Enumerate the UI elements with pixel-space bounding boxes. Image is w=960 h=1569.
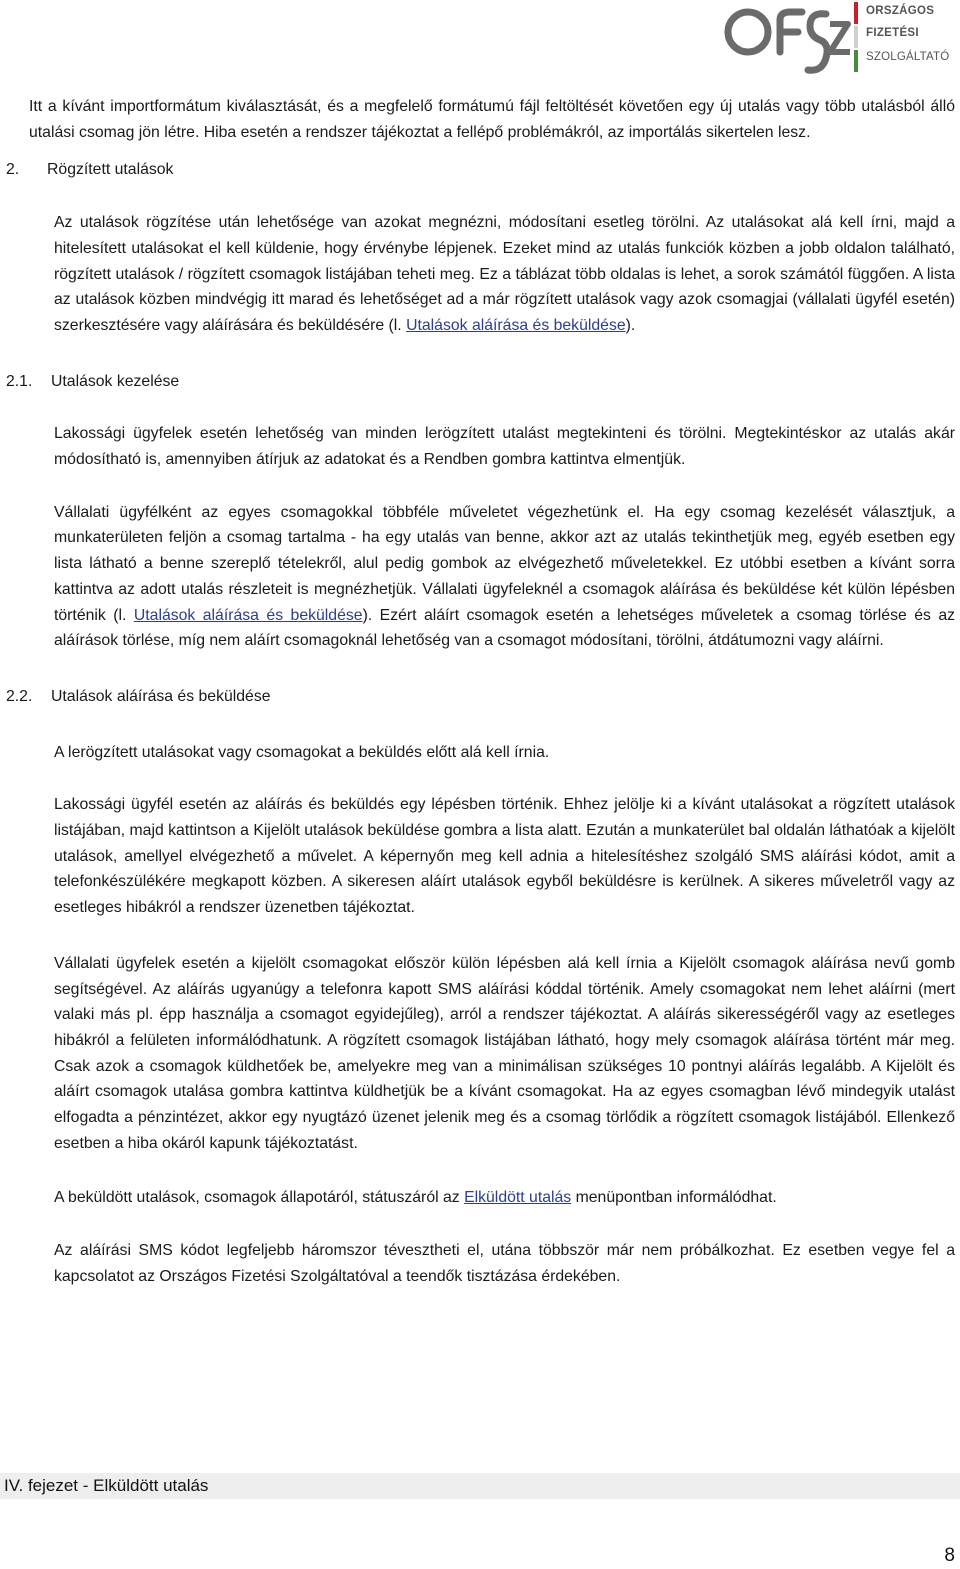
section-number: 2.2. <box>6 687 33 705</box>
logo-flag-stripe <box>854 2 860 72</box>
paragraph-text: ). Ezért aláírt csomagok esetén a lehetséges műveletek a csomag törlése és az aláírások törlése, míg nem aláírt csomagoknál lehetőség van a csomagot módosítani, törölni, átdátumozni vagy aláírni. <box>54 606 956 650</box>
section-title: Utalások kezelése <box>51 372 180 390</box>
section-2-2-paragraph-4 <box>29 1185 955 1211</box>
section-2-2-paragraph-1: A lerögzített utalásokat vagy csomagokat a beküldés előtt alá kell írnia. <box>54 743 550 761</box>
paragraph-text: A beküldött utalások, csomagok állapotáról, státuszáról az <box>54 1188 465 1206</box>
ofsz-logo-mark <box>722 0 862 86</box>
paragraph-text: Az utalások rögzítése után lehetősége van azokat megnézni, módosítani esetleg törölni. Az utalásokat alá kell írni, majd a hitelesített utalásokat el kell küldenie, hogy érvénybe lépjenek. Ezeket mind az utalás funkciók közben a jobb oldalon található, rögzített utalások / rögzített csomagok listájában teheti meg. Ez a táblázat több oldalas is lehet, a sorok számától függően. A lista az utalások közben mindvégig itt marad és lehetőséget ad a már rögzített utalások vagy azok csomagjai (vállalati ügyfél esetén) szerkesztésére vagy aláírására és beküldésére (l. <box>54 214 955 334</box>
chapter-title: IV. fejezet - Elküldött utalás <box>4 1476 209 1495</box>
section-2-2-heading <box>6 684 955 710</box>
document-body <box>6 94 956 1290</box>
paragraph-text: Vállalati ügyfélként az egyes csomagokkal többféle műveletet végezhetünk el. Ha egy csomag kezelését választjuk, a munkaterületen feljön a csomag tartalma - ha egy utalás van benne, akkor azt az utalás tekinthetjük meg, egyéb esetben egy lista látható a benne szereplő tételekről, alul pedig gombok az elvégezhető műveletekkel. Ez utóbbi esetben a kívánt sorra kattintva az adott utalás részleteit is megnézhetjük. Vállalati ügyfeleknél a csomagok aláírása és beküldése két külön lépésben történik (l. <box>54 503 955 624</box>
link-utalasok-alairasa[interactable]: Utalások aláírása és beküldése <box>406 316 626 334</box>
section-2-paragraph <box>29 210 955 339</box>
section-number: 2. <box>6 161 20 179</box>
logo-text-line3: SZOLGÁLTATÓ <box>866 51 950 63</box>
logo-text-line2: FIZETÉSI <box>866 27 919 39</box>
section-2-2-paragraph-3: Vállalati ügyfelek esetén a kijelölt csomagokat először külön lépésben alá kell írnia a Kijelölt csomagok aláírása nevű gomb segítségével. Az aláírás ugyanúgy a telefonra kapott SMS aláírási kóddal történik. Amely csomagokat nem lehet aláírni (mert valaki más pl. épp használja a csomagot egyidejűleg), arról a rendszer tájékoztat. A aláírás sikerességéről vagy az esetleges hibákról a felületen informálódhatunk. A rögzített csomagok listájában látható, hogy mely csomagok aláírása történt már meg. Csak azok a csomagok küldhetőek be, amelyekre meg van a minimálisan szükséges 10 pontnyi aláírás legalább. A Kijelölt és aláírt csomagok utalása gombra kattintva küldhetjük be a kívánt csomagokat. Ha az egyes csomagban lévő mindegyik utalást elfogadta a pénzintézet, akkor egy nyugtázó üzenet jelenik meg és a csomag törlődik a rögzített csomagok listájából. Ellenkező esetben a hiba okáról kapunk tájékoztatást. <box>54 954 955 1152</box>
section-2-2-paragraph-2: Lakossági ügyfél esetén az aláírás és beküldés egy lépésben történik. Ehhez jelölje ki a kívánt utalásokat a rögzített utalások listájában, majd kattintson a Kijelölt utalások beküldése gombra a lista alatt. Ezután a munkaterület bal oldalán láthatóak a kijelölt utalások, amellyel elvégezhető a művelet. A képernyőn meg kell adnia a hitelesítéshez szolgáló SMS aláírási kódot, amit a telefonkészülékére megkapott közben. A sikeresen aláírt utalások egyből beküldésre is kerülnek. A sikeres műveletről vagy az esetleges hibákról a rendszer üzenetben tájékoztat. <box>54 796 955 917</box>
paragraph-text: ). <box>625 316 636 334</box>
section-2-1-paragraph-2 <box>29 500 955 654</box>
section-2-heading <box>6 157 955 183</box>
logo-text-line1: ORSZÁGOS <box>866 5 935 17</box>
link-utalasok-alairasa[interactable]: Utalások aláírása és beküldése <box>133 606 363 624</box>
page-number: 8 <box>944 1545 955 1566</box>
section-number: 2.1. <box>6 372 33 390</box>
section-2-2-paragraph-5: Az aláírási SMS kódot legfeljebb háromszor tévesztheti el, utána többször már nem próbálkozhat. Ez esetben vegye fel a kapcsolatot az Országos Fizetési Szolgáltatóval a teendők tisztázása érdekében. <box>54 1242 955 1285</box>
section-2-1-heading <box>6 369 955 395</box>
intro-paragraph: Itt a kívánt importformátum kiválasztását, és a megfelelő formátumú fájl feltöltését követően egy új utalás vagy több utalásból álló utalási csomag jön létre. Hiba esetén a rendszer tájékoztat a fellépő problémákról, az importálás sikertelen lesz. <box>29 98 955 141</box>
section-title: Rögzített utalások <box>47 161 174 179</box>
paragraph-text: menüpontban informálódhat. <box>571 1188 777 1206</box>
section-title: Utalások aláírása és beküldése <box>51 687 271 705</box>
section-2-1-paragraph-1: Lakossági ügyfelek esetén lehetőség van minden lerögzített utalást megtekinteni és törölni. Megtekintéskor az utalás akár módosítható is, amennyiben átírjuk az adatokat és a Rendben gombra kattintva elmentjük. <box>54 425 955 469</box>
link-elkuldott-utalas[interactable]: Elküldött utalás <box>464 1188 572 1206</box>
